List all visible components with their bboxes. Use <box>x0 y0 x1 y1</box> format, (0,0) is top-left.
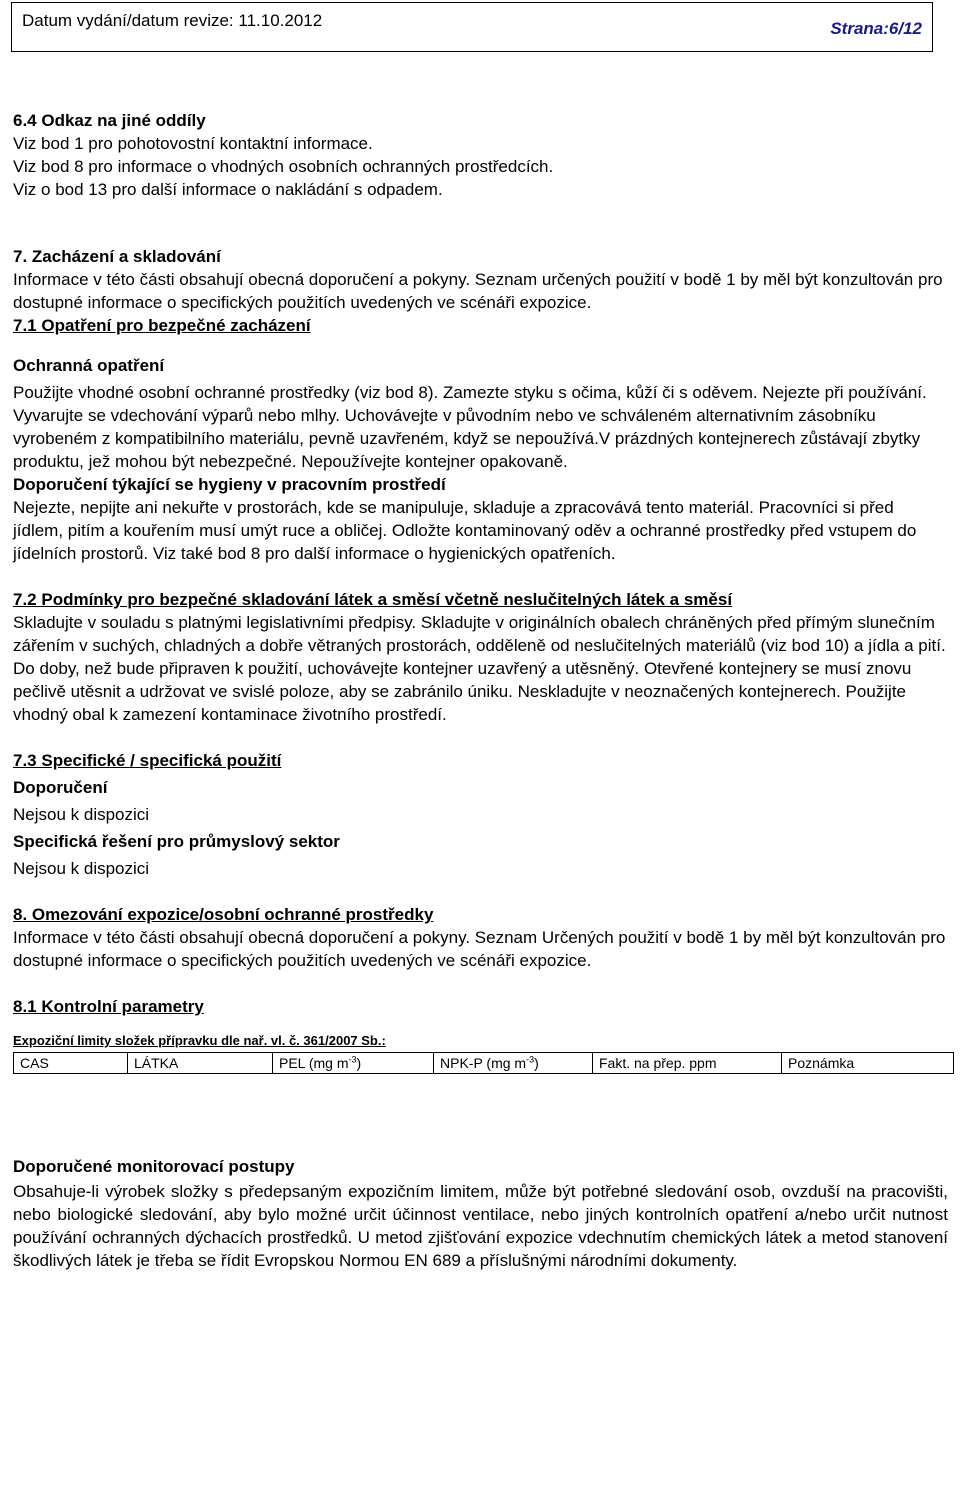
page-header <box>11 2 933 52</box>
exposure-limits-title: Expoziční limity složek přípravku dle nař. vl. č. 361/2007 Sb.: <box>13 1033 386 1048</box>
section-6-4-line-3: Viz o bod 13 pro další informace o nakládání s odpadem. <box>13 180 443 199</box>
page-number-label: Strana: <box>830 19 889 38</box>
hygiene-text: Nejezte, nepijte ani nekuřte v prostorách, kde se manipuluje, skladuje a zpracovává tento materiál. Pracovníci si před jídlem, pitím a kouřením musí umýt ruce a obličej. Odložte kontaminovaný oděv a ochranné prostředky před vstupem do jídelních prostorů. Viz také bod 8 pro další informace o hygienických opatřeních. <box>13 498 917 563</box>
section-6-4-title: 6.4 Odkaz na jiné oddíly <box>13 111 206 130</box>
section-7-title: 7. Zacházení a skladování <box>13 247 221 266</box>
recommendations-title: Doporučení <box>13 778 108 797</box>
industrial-solutions-text: Nejsou k dispozici <box>13 859 150 878</box>
col-note: Poznámka <box>782 1053 954 1074</box>
section-8-1-title: 8.1 Kontrolní parametry <box>13 997 204 1016</box>
section-6-4-line-1: Viz bod 1 pro pohotovostní kontaktní informace. <box>13 134 373 153</box>
table-header-row <box>14 1053 954 1074</box>
col-npk <box>434 1053 593 1074</box>
npk-label: NPK-P (mg m <box>440 1055 527 1071</box>
col-cas: CAS <box>14 1053 128 1074</box>
monitoring-title: Doporučené monitorovací postupy <box>13 1157 295 1176</box>
page-number-value: 6/12 <box>888 19 922 38</box>
protective-measures-title: Ochranná opatření <box>13 356 165 375</box>
industrial-solutions-title: Specifická řešení pro průmyslový sektor <box>13 832 340 851</box>
pel-close: ) <box>356 1055 362 1071</box>
col-latka: LÁTKA <box>128 1053 273 1074</box>
protective-measures-text: Použijte vhodné osobní ochranné prostředky (viz bod 8). Zamezte styku s očima, kůží či s oděvem. Nejezte při používání. Vyvarujte se vdechování výparů nebo mlhy. Uchovávejte v původním nebo ve schváleném alternativním zásobníku vyrobeném z kompatibilního materiálu, pevně uzavřeném, když se nepoužívá.V prázdných kontejnerech zůstávají zbytky produktu, jež mohou být nebezpečné. Nepoužívejte kontejner opakovaně. <box>13 383 927 471</box>
section-8-title: 8. Omezování expozice/osobní ochranné prostředky <box>13 905 434 924</box>
hygiene-title: Doporučení týkající se hygieny v pracovním prostředí <box>13 475 446 494</box>
npk-close: ) <box>534 1055 539 1071</box>
section-8-intro: Informace v této části obsahují obecná doporučení a pokyny. Seznam Určených použití v bodě 1 by měl být konzultován pro dostupné informace o specifických použitích uvedených ve scénáři expozice. <box>13 928 946 970</box>
recommendations-text: Nejsou k dispozici <box>13 805 150 824</box>
col-factor: Fakt. na přep. ppm <box>593 1053 782 1074</box>
section-7-intro: Informace v této části obsahují obecná doporučení a pokyny. Seznam určených použití v bodě 1 by měl být konzultován pro dostupné informace o specifických použitích uvedených ve scénáři expozice. <box>13 270 943 312</box>
revision-date <box>22 9 322 32</box>
revision-date-value: 11.10.2012 <box>238 11 323 30</box>
pel-label: PEL (mg m <box>279 1055 349 1071</box>
section-7-2-text: Skladujte v souladu s platnými legislativními předpisy. Skladujte v originálních obalech chráněných před přímým slunečním zářením v suchých, chladných a dobře větraných prostorách, odděleně od neslučitelných materiálů (viz bod 10) a jídla a pití. Do doby, než bude připraven k použití, uchovávejte kontejner uzavřený a utěsněný. Otevřené kontejnery se musí znovu pečlivě utěsnit a udržovat ve svislé poloze, aby se zabránilo úniku. Neskladujte v neoznačených kontejnerech. Použijte vhodný obal k zamezení kontaminace životního prostředí. <box>13 613 946 724</box>
section-7-1-title: 7.1 Opatření pro bezpečné zacházení <box>13 316 311 335</box>
monitoring-text: Obsahuje-li výrobek složky s předepsaným expozičním limitem, může být potřebné sledování osob, ovzduší na pracovišti, nebo biologické sledování, aby bylo možné určit účinnost ventilace, nebo jiných kontrolních opatření a/nebo určit nutnost používání ochranných dýchacích prostředků. U metod zjišťování expozice vdechnutím chemických látek a metod stanovení škodlivých látek je třeba se řídit Evropskou Normou EN 689 a příslušnými národními dokumenty. <box>13 1182 948 1270</box>
col-pel <box>273 1053 434 1074</box>
section-7-3-title: 7.3 Specifické / specifická použití <box>13 751 282 770</box>
section-6-4-line-2: Viz bod 8 pro informace o vhodných osobních ochranných prostředcích. <box>13 157 554 176</box>
pel-exponent: -3 <box>348 1054 357 1065</box>
page-number <box>830 17 922 40</box>
document-body <box>13 109 948 1272</box>
npk-exponent: -3 <box>526 1054 535 1065</box>
section-7-2-title: 7.2 Podmínky pro bezpečné skladování látek a směsí včetně neslučitelných látek a směsí <box>13 590 733 609</box>
exposure-limits-table <box>13 1052 954 1074</box>
revision-date-label: Datum vydání/datum revize: <box>22 11 234 30</box>
